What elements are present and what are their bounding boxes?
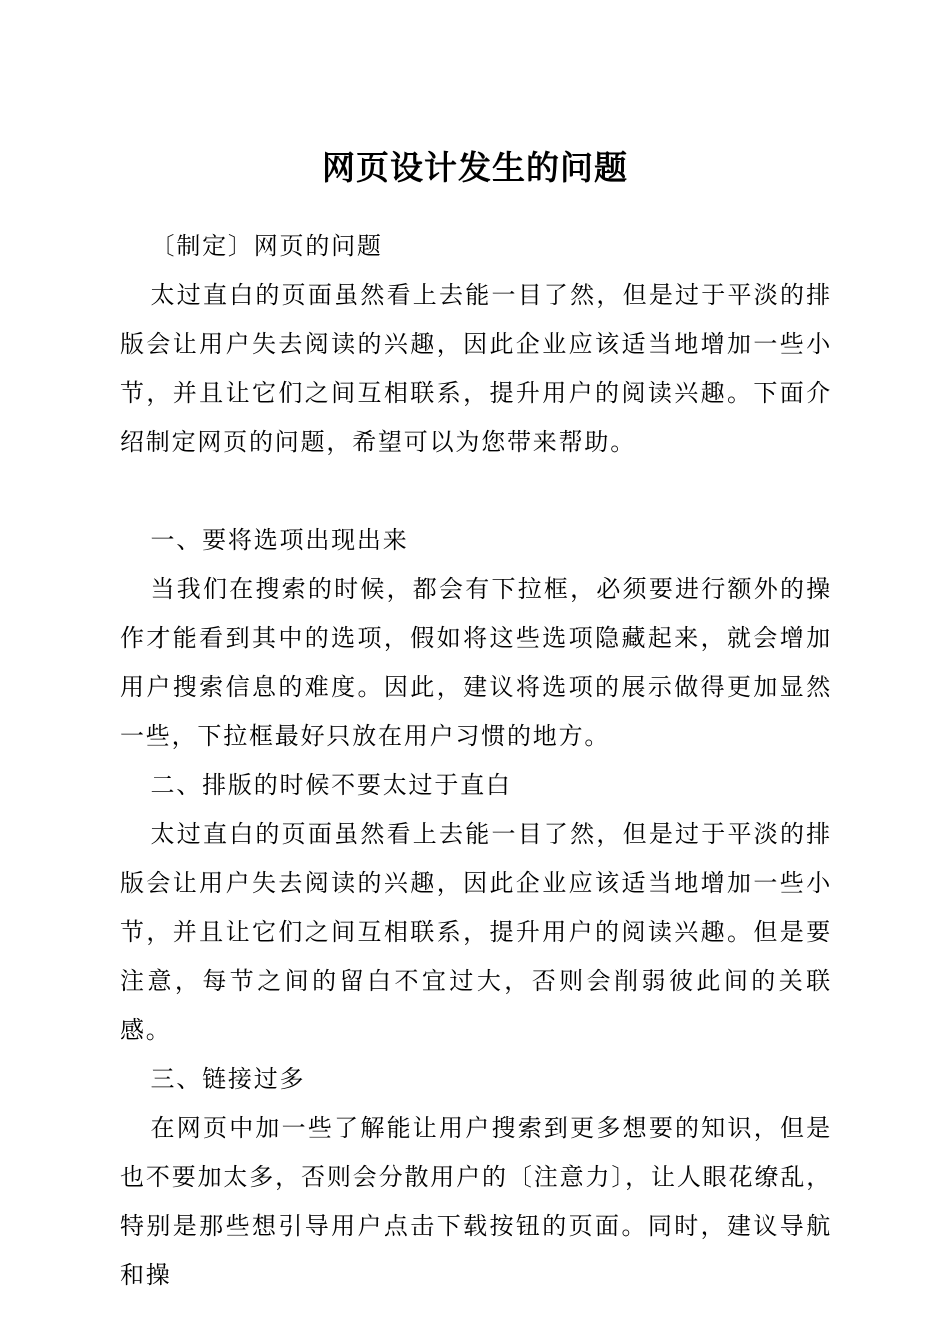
section-paragraph-3: 在网页中加一些了解能让用户搜索到更多想要的知识，但是也不要加太多，否则会分散用户的〔注意力〕，让人眼花缭乱，特别是那些想引导用户点击下载按钮的页面。同时，建议导航和操: [120, 1114, 832, 1289]
section-heading-3: 三、链接过多: [150, 1065, 306, 1093]
section-heading-1: 一、要将选项出现出来: [150, 526, 409, 554]
document-title: 网页设计发生的问题: [322, 148, 628, 187]
intro-paragraph: 太过直白的页面虽然看上去能一目了然，但是过于平淡的排版会让用户失去阅读的兴趣，因此企业应该适当地增加一些小节，并且让它们之间互相联系，提升用户的阅读兴趣。下面介绍制定网页的问题，希望可以为您带来帮助。: [120, 281, 832, 456]
paragraph-spacer: [120, 467, 832, 516]
section-heading-2: 二、排版的时候不要太过于直白: [150, 771, 512, 799]
section-paragraph-2: 太过直白的页面虽然看上去能一目了然，但是过于平淡的排版会让用户失去阅读的兴趣，因此企业应该适当地增加一些小节，并且让它们之间互相联系，提升用户的阅读兴趣。但是要注意，每节之间的留白不宜过大，否则会削弱彼此间的关联感。: [120, 820, 832, 1044]
document-subtitle: 〔制定〕网页的问题: [150, 232, 383, 260]
section-paragraph-1: 当我们在搜索的时候，都会有下拉框，必须要进行额外的操作才能看到其中的选项，假如将这些选项隐藏起来，就会增加用户搜索信息的难度。因此，建议将选项的展示做得更加显然一些，下拉框最好只放在用户习惯的地方。: [120, 575, 832, 750]
document-body: [120, 222, 832, 1300]
